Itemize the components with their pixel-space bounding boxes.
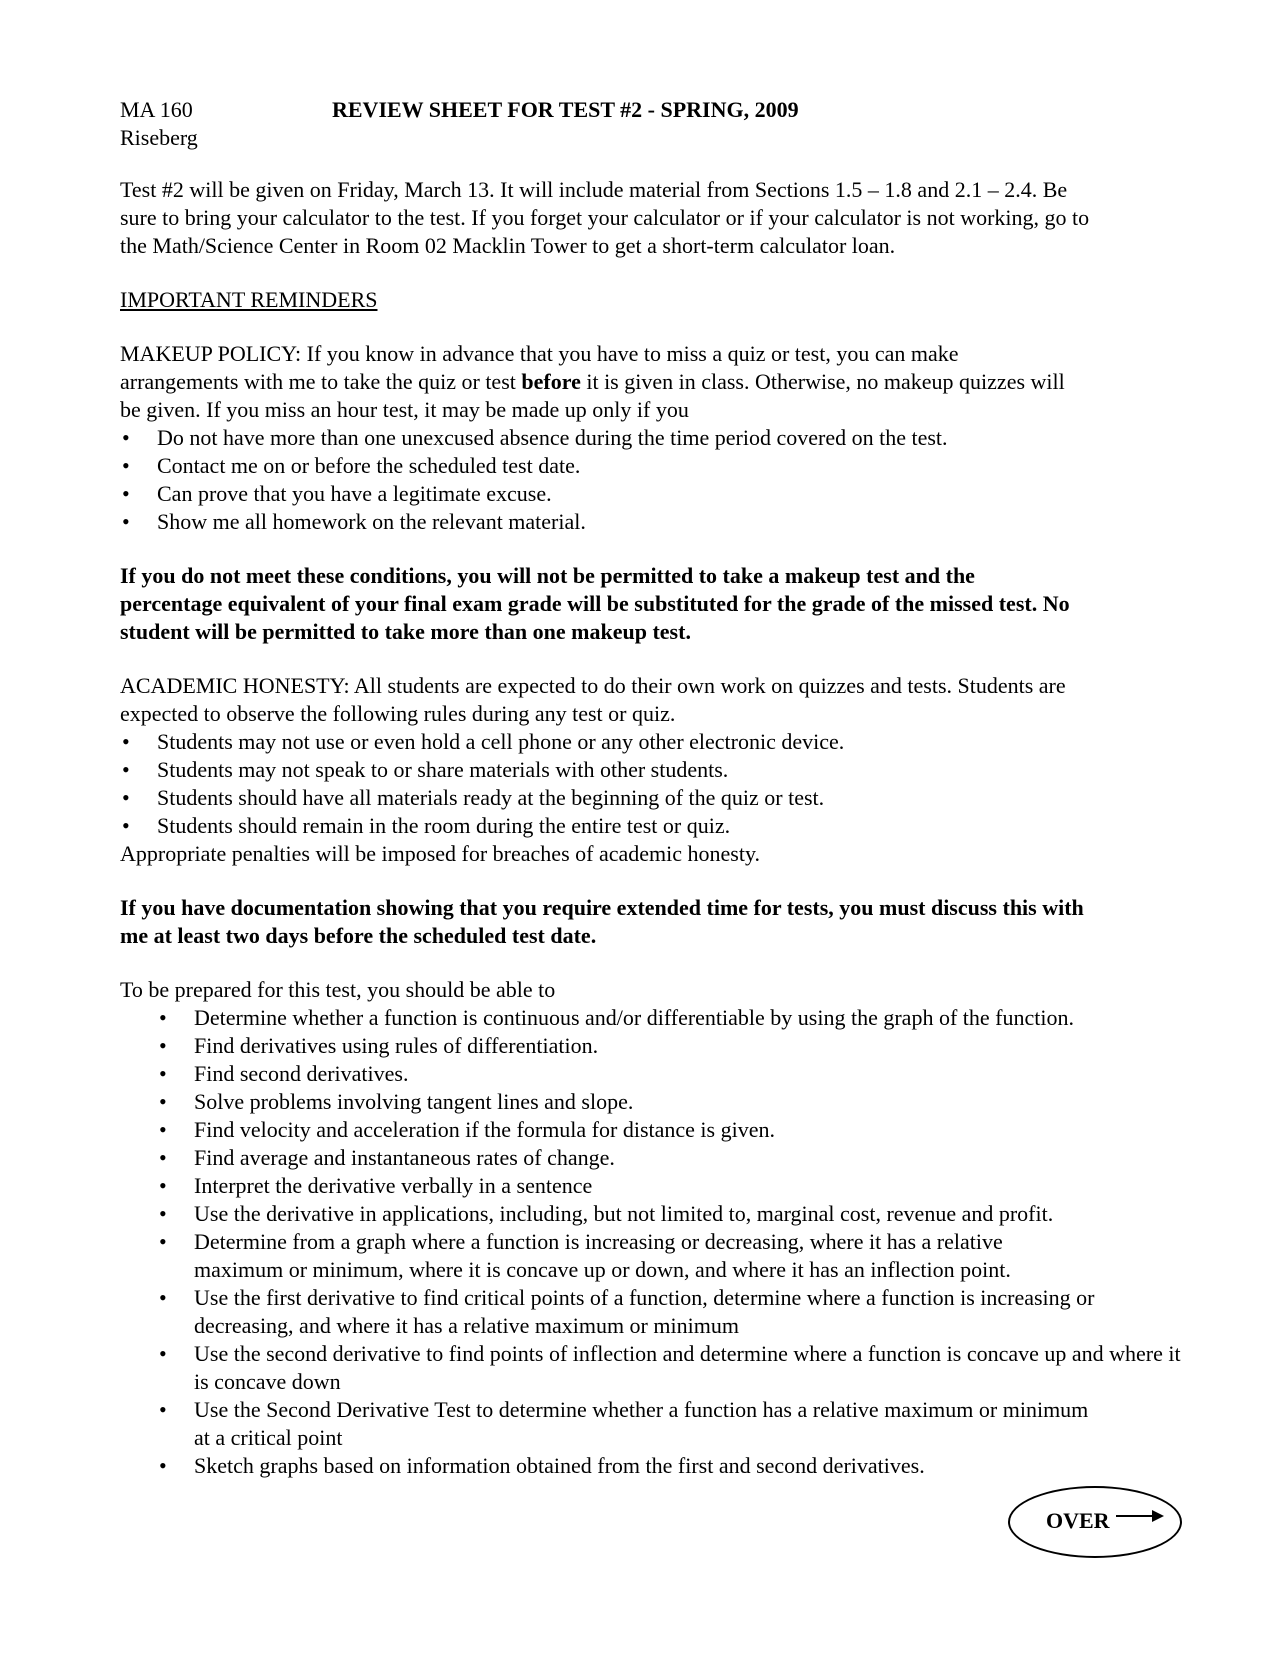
list-item: • Find second derivatives. [120,1060,1190,1088]
list-item: • Find velocity and acceleration if the formula for distance is given. [120,1116,1190,1144]
document-title: REVIEW SHEET FOR TEST #2 - SPRING, 2009 [332,97,799,122]
list-item: • Sketch graphs based on information obtained from the first and second derivatives. [120,1452,1190,1480]
intro-paragraph: Test #2 will be given on Friday, March 13. It will include material from Sections 1.5 – 1.8 and 2.1 – 2.4. Be sure to bring your calculator to the test. If you forget your calculator or if your calculator is not working, go to the Math/Science Center in Room 02 Macklin Tower to get a short-term calculator loan. [120,177,1090,258]
course-code: MA 160 [120,97,193,122]
academic-honesty-paragraph [120,672,1100,728]
over-label: OVER [1046,1508,1110,1533]
list-item: • Students should have all materials ready at the beginning of the quiz or test. [120,784,1180,812]
list-item: • Students should remain in the room during the entire test or quiz. [120,812,1180,840]
makeup-policy-text-before: If you know in advance that you have to miss a quiz or test, you can make arrangements with me to take the quiz or test [120,341,959,394]
makeup-policy-emphasis: before [521,369,581,394]
makeup-conditions-list [120,424,1180,536]
instructor-name: Riseberg [120,125,198,150]
objectives-list [120,1004,1190,1480]
list-item: • Show me all homework on the relevant material. [120,508,1180,536]
academic-honesty-label: ACADEMIC HONESTY: [120,673,350,698]
academic-honesty-text: All students are expected to do their own work on quizzes and tests. Students are expected to observe the following rules during any test or quiz. [120,673,1066,726]
makeup-policy-text-after: it is given in class. Otherwise, no makeup quizzes will be given. If you miss an hour test, it may be made up only if you [120,369,1065,422]
list-item: • Interpret the derivative verbally in a sentence [120,1172,1190,1200]
list-item: • Determine from a graph where a function is increasing or decreasing, where it has a relative maximum or minimum, where it is concave up or down, and where it has an inflection point. [120,1228,1074,1284]
document-page [120,96,1180,1480]
list-item: • Use the Second Derivative Test to determine whether a function has a relative maximum or minimum at a critical point [120,1396,1094,1452]
list-item: • Solve problems involving tangent lines and slope. [120,1088,1190,1116]
honesty-rules-list [120,728,1180,840]
right-arrow-icon [1116,1506,1164,1526]
list-item: • Find derivatives using rules of differentiation. [120,1032,1190,1060]
objectives-intro: To be prepared for this test, you should be able to [120,977,556,1002]
honesty-penalty-note: Appropriate penalties will be imposed for breaches of academic honesty. [120,841,761,866]
list-item: • Use the second derivative to find points of inflection and determine where a function is concave up and where it is concave down [120,1340,1194,1396]
header-row [120,96,1180,124]
list-item: • Determine whether a function is continuous and/or differentiable by using the graph of the function. [120,1004,1190,1032]
over-badge [1008,1486,1182,1558]
list-item: • Find average and instantaneous rates of change. [120,1144,1190,1172]
makeup-policy-paragraph [120,340,1075,424]
list-item: • Use the derivative in applications, including, but not limited to, marginal cost, revenue and profit. [120,1200,1190,1228]
list-item: • Can prove that you have a legitimate excuse. [120,480,1180,508]
reminders-heading: IMPORTANT REMINDERS [120,287,378,312]
list-item: • Do not have more than one unexcused absence during the time period covered on the test. [120,424,1180,452]
makeup-policy-label: MAKEUP POLICY: [120,341,302,366]
list-item: • Students may not use or even hold a cell phone or any other electronic device. [120,728,1180,756]
makeup-warning: If you do not meet these conditions, you will not be permitted to take a makeup test and the percentage equivalent of your final exam grade will be substituted for the grade of the missed test. No student will be permitted to take more than one makeup test. [120,563,1070,644]
list-item: • Use the first derivative to find critical points of a function, determine where a function is increasing or decreasing, and where it has a relative maximum or minimum [120,1284,1194,1340]
extended-time-note: If you have documentation showing that you require extended time for tests, you must discuss this with me at least two days before the scheduled test date. [120,895,1084,948]
list-item: • Students may not speak to or share materials with other students. [120,756,1180,784]
list-item: • Contact me on or before the scheduled test date. [120,452,1180,480]
